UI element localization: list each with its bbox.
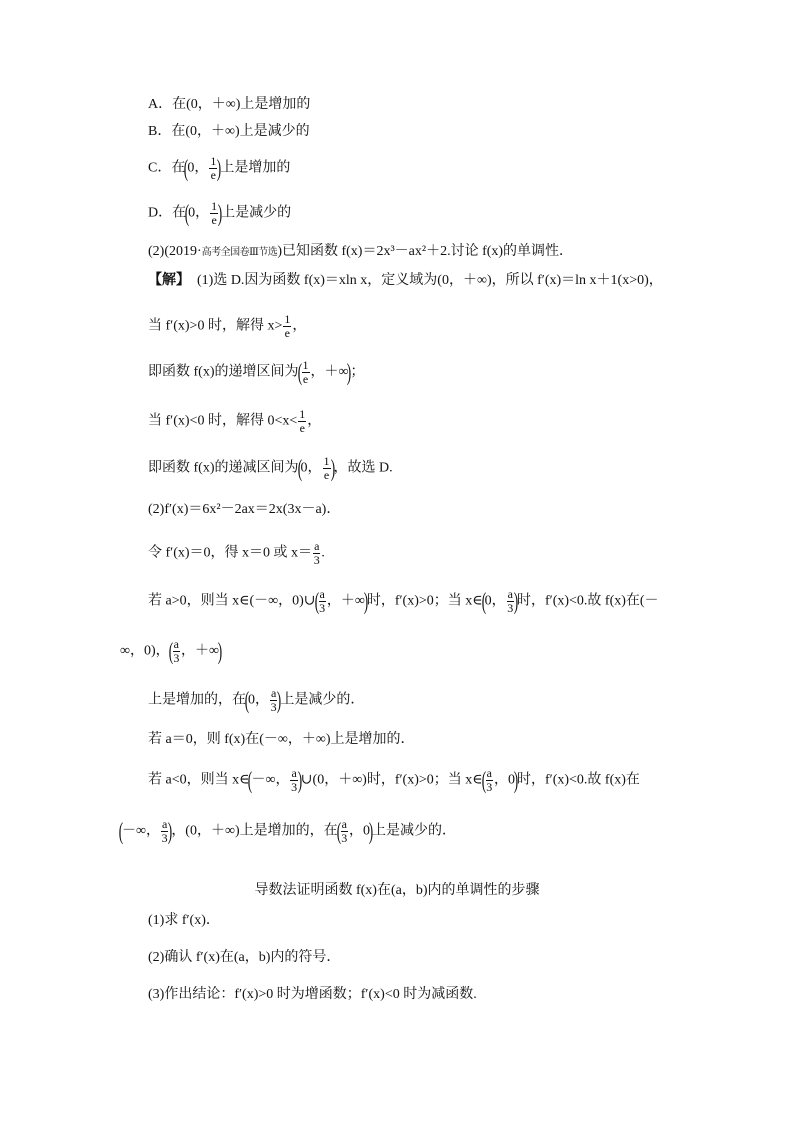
fraction-1-over-e [323,455,331,482]
solution-text: 即函数 f(x)的递减区间为 [148,460,299,476]
fraction-numerator: 1 [210,154,217,168]
option-d: D．在(0， $\frac{1}{e}$ )上是减少的 [148,199,292,227]
fraction-denominator: e [299,421,305,435]
solution-text: 即函数 f(x)的递增区间为 [148,364,299,380]
fraction-denominator: e [302,372,309,386]
option-d-prefix: D．在 [148,205,187,221]
paren-open: ( [118,818,124,845]
method-step-1: (1)求 f′(x)． [148,913,220,928]
fraction-a-over-3 [313,540,320,567]
paren-open: ( [314,588,319,615]
fraction-numerator: a [486,766,492,780]
solution-text: ∪(0，＋∞)时，f′(x)>0；当 x∈ [300,772,483,788]
solution-text: ，故选 D. [333,460,393,476]
fraction-a-over-3 [319,588,326,615]
paren-close: ) [363,588,369,615]
option-d-suffix: 上是减少的 [221,205,292,221]
solution-text: 上是减少的． [280,692,365,708]
solution-text-1: (1)选 D.因为函数 f(x)＝xln x，定义域为(0，＋∞)，所以 f′(x)＝ln x＋1(x>0)， [197,273,663,288]
fraction-denominator: 3 [291,780,298,794]
fraction-numerator: a [507,587,513,601]
solution-text: . [321,545,325,561]
fraction-numerator: a [314,539,320,553]
paren-open: ( [184,155,189,182]
fraction-denominator: 3 [341,831,348,845]
fraction-a-over-3 [341,818,348,845]
solution-line-9: ∞，0)，( $\frac{a}{3}$ ，＋∞) [120,637,223,665]
fraction-numerator: a [291,766,297,780]
paren-close: ) [297,767,302,794]
paren-open: ( [481,767,486,794]
question-2-text: )已知函数 f(x)＝2x³－ax²＋2.讨论 f(x)的单调性． [277,244,574,259]
question-2-source: 高考全国卷Ⅲ节选 [201,247,278,258]
paren-close: ) [217,200,223,227]
fraction-numerator: a [271,686,277,700]
fraction-1-over-e [298,408,306,435]
question-2-label: (2)(2019· [148,244,202,259]
fraction-numerator: a [173,637,179,651]
minus-infinity: －∞ [251,772,276,788]
fraction-numerator: 1 [284,312,291,326]
paren-close: ) [217,155,222,182]
solution-text: 令 f′(x)＝0，得 x＝0 或 x＝ [148,545,313,561]
paren-open: ( [481,588,486,615]
paren-close: ) [330,455,335,482]
fraction-denominator: e [284,326,290,340]
solution-text: 当 f′(x)<0 时，解得 0<x< [148,413,298,429]
fraction-denominator: 3 [270,700,277,714]
option-c-prefix: C．在 [148,160,186,176]
question-2 [148,243,573,262]
fraction-numerator: 1 [211,199,218,213]
fraction-denominator: 3 [313,553,320,567]
paren-close: ) [368,818,374,845]
solution-line-7 [148,540,325,567]
fraction-denominator: 3 [486,780,493,794]
solution-line-3: 即函数 f(x)的递增区间为( $\frac{1}{e}$ ，＋∞)； [148,358,365,386]
solution-text: ∞，0)， [120,643,170,659]
paren-open: ( [336,818,341,845]
paren-close: ) [277,687,282,714]
fraction-denominator: 3 [319,601,326,615]
solution-line-8: 若 a>0，则当 x∈(－∞，0)∪( $\frac{a}{3}$ ，＋∞)时，f′(x)>0；当 x∈(0， $\frac{a}{3}$ )时，f′(x)<0.故 f(x)在(－ [148,587,659,615]
paren-open: ( [168,638,173,665]
solution-line-5: 即函数 f(x)的递减区间为(0， $\frac{1}{e}$ )，故选 D. [148,454,393,482]
paren-open: ( [244,687,250,714]
paren-open: ( [184,200,190,227]
paren-close: ) [347,359,352,386]
fraction-numerator: a [319,587,325,601]
fraction-denominator: 3 [507,601,514,615]
paren-open: ( [297,359,302,386]
method-step-2: (2)确认 f′(x)在(a，b)内的符号． [148,950,341,965]
option-c-suffix: 上是增加的 [220,160,291,176]
solution-text: ，(0，＋∞)上是增加的，在 [171,823,338,839]
solution-line-10: 上是增加的，在(0， $\frac{a}{3}$ )上是减少的． [148,686,365,714]
solution-text: 时，f′(x)<0.故 f(x)在 [516,772,640,788]
solution-text: 若 a<0，则当 x∈ [148,772,250,788]
method-title: 导数法证明函数 f(x)在(a，b)内的单调性的步骤 [254,883,540,898]
paren-open: ( [297,455,302,482]
fraction-a-over-3 [173,638,180,665]
fraction-a-over-3 [290,767,297,794]
solution-text: 上是增加的，在 [148,692,246,708]
fraction-numerator: a [161,817,168,831]
fraction-denominator: 3 [173,651,180,665]
fraction-a-over-3 [486,767,493,794]
solution-text: ； [350,364,365,380]
solution-text: 时，f′(x)>0；当 x∈ [366,593,483,609]
solution-line-1 [148,272,663,290]
solution-line-4 [148,408,321,435]
fraction-numerator: a [341,817,347,831]
fraction-numerator: 1 [302,358,309,372]
solution-line-6: (2)f′(x)＝6x²－2ax＝2x(3x－a)． [148,502,341,517]
paren-open: ( [248,767,253,794]
option-c: C．在(0， $\frac{1}{e}$ )上是增加的 [148,154,291,182]
option-a: A．在(0，＋∞)上是增加的 [148,97,311,112]
fraction-1-over-e [283,313,291,340]
solution-text: ， [307,413,322,429]
paren-close: ) [217,638,223,665]
fraction-denominator: e [210,168,216,182]
solution-line-2 [148,313,306,340]
paren-close: ) [168,818,173,845]
solution-text: 当 f′(x)>0 时，解得 x> [148,318,283,334]
method-step-3: (3)作出结论：f′(x)>0 时为增函数；f′(x)<0 时为减函数. [148,987,477,1002]
fraction-1-over-e [302,359,310,386]
fraction-numerator: 1 [299,407,306,421]
solution-tag: 【解】 [148,273,190,288]
solution-text: ， [292,318,307,334]
paren-close: ) [513,767,519,794]
solution-line-12: 若 a<0，则当 x∈(－∞， $\frac{a}{3}$ )∪(0，＋∞)时，f′(x)>0；当 x∈( $\frac{a}{3}$ ，0)时，f′(x)<0.故 f(x)在 [148,766,640,794]
solution-line-11: 若 a＝0，则 f(x)在(－∞，＋∞)上是增加的． [148,732,415,747]
fraction-numerator: 1 [323,454,330,468]
solution-text: 若 a>0，则当 x∈(－∞，0)∪ [148,593,316,609]
minus-infinity: －∞ [122,823,146,839]
option-b: B．在(0，＋∞)上是减少的 [148,124,310,139]
solution-text: 时，f′(x)<0.故 f(x)在(－ [516,593,659,609]
fraction-denominator: 3 [161,831,168,845]
fraction-denominator: e [211,213,217,227]
solution-line-13: (－∞， $\frac{a}{3}$ )，(0，＋∞)上是增加的，在( $\frac{a}{3}$ ，0)上是减少的． [118,817,456,845]
paren-close: ) [513,588,519,615]
fraction-denominator: e [323,468,330,482]
solution-text: 上是减少的． [371,823,456,839]
